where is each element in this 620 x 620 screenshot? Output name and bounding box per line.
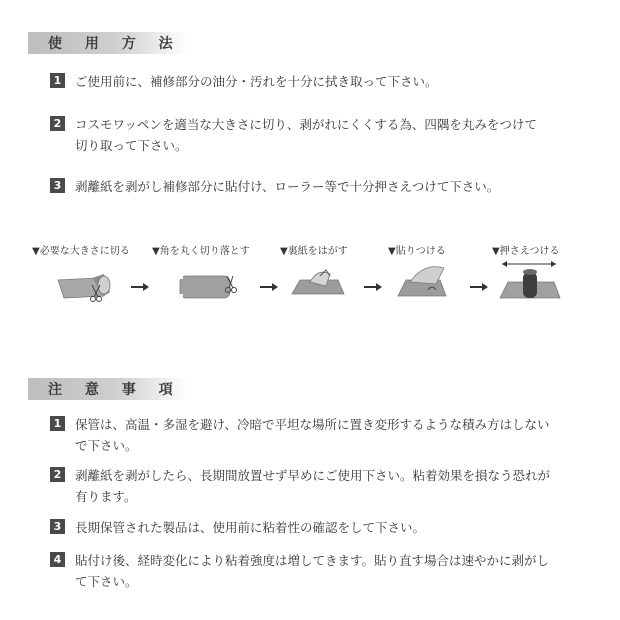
step-text: ご使用前に、補修部分の油分・汚れを十分に拭き取って下さい。 [75,74,438,89]
step-text: コスモワッペンを適当な大きさに切り、剥がれにくくする為、四隅を丸みをつけて 切り取って下さい。 [75,117,537,153]
item-text: 保管は、高温・多湿を避け、冷暗で平坦な場所に置き変形するような積み方はしない で下さい。 [75,417,550,453]
arrow-icon [260,283,278,291]
item-number-badge: 2 [50,467,65,482]
arrow-icon [470,283,488,291]
item-number-badge: 1 [50,416,65,431]
caution-item-2 [50,465,550,507]
arrow-icon [131,283,149,291]
usage-section-title: 使 用 方 法 [48,36,182,52]
round-corners-illustration [178,274,230,299]
item-text: 貼付け後、経時変化により粘着強度は増してきます。貼り直す場合は速やかに剥がし て下さい。 [75,553,550,589]
item-number-badge: 4 [50,552,65,567]
caution-section-header [28,378,188,400]
diagram-caption-round-corners: ▼角を丸く切り落とす [152,246,250,257]
step-number-badge: 1 [50,73,65,88]
step-text: 剥離紙を剥がし補修部分に貼付け、ローラー等で十分押さえつけて下さい。 [75,179,500,194]
step-number-badge: 2 [50,116,65,131]
diagram-caption-apply: ▼貼りつける [388,246,446,257]
diagram-caption-cut: ▼必要な大きさに切る [32,246,130,257]
item-number-badge: 3 [50,519,65,534]
caution-item-3 [50,517,425,538]
diagram-caption-peel-backing: ▼裏紙をはがす [280,246,348,257]
patch-roll-illustration [58,274,110,298]
arrow-icon [364,283,382,291]
diagram-caption-press: ▼押さえつける [492,246,560,257]
peel-backing-illustration [292,270,344,294]
item-text: 剥離紙を剥がしたら、長期間放置せず早めにご使用下さい。粘着効果を損なう恐れが 有ります。 [75,468,551,504]
caution-section-title: 注 意 事 項 [48,382,182,398]
caution-item-4 [50,550,549,592]
apply-patch-illustration [398,267,446,296]
press-roller-illustration [500,261,560,298]
caution-item-1 [50,414,550,456]
item-text: 長期保管された製品は、使用前に粘着性の確認をして下さい。 [75,520,426,535]
step-number-badge: 3 [50,178,65,193]
